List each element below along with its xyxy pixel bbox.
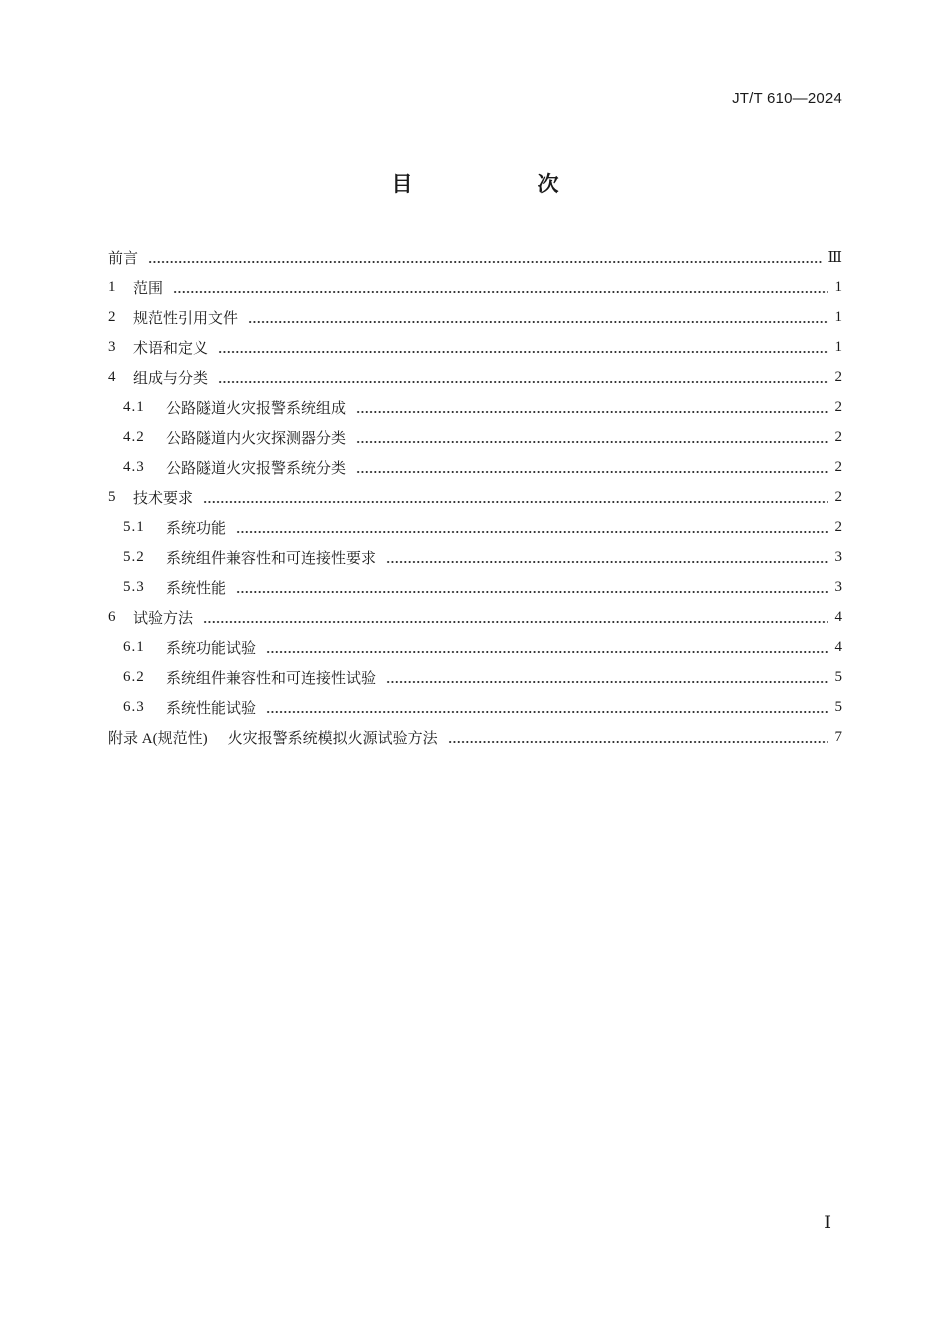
toc-entry-text: 火灾报警系统模拟火源试验方法	[227, 728, 438, 747]
toc-entry-page: 2	[834, 368, 842, 385]
dot-leader	[236, 521, 828, 533]
toc-entry-page: 2	[834, 458, 842, 475]
toc-entry-4[interactable]	[108, 362, 842, 392]
toc-entry-text: 范围	[133, 278, 164, 297]
toc-entry-number: 5	[108, 488, 116, 505]
toc-entry-number: 5.1	[123, 518, 145, 535]
toc-entry-6-3[interactable]	[108, 692, 842, 722]
toc-entry-text: 前言	[108, 248, 139, 267]
toc-entry-number: 4.3	[123, 458, 145, 475]
toc-entry-appendix-a[interactable]	[108, 722, 842, 752]
toc-entry-page: Ⅲ	[827, 249, 842, 266]
toc-entry-text: 规范性引用文件	[133, 308, 239, 327]
toc-entry-number: 6.3	[123, 698, 145, 715]
toc-entry-page: 1	[834, 278, 842, 295]
toc-entry-text: 技术要求	[133, 488, 194, 507]
toc-entry-page: 2	[834, 518, 842, 535]
toc-entry-text: 系统功能	[166, 518, 227, 537]
toc-entry-text: 术语和定义	[133, 338, 209, 357]
toc-entry-4-1[interactable]	[108, 392, 842, 422]
toc-entry-4-2[interactable]	[108, 422, 842, 452]
dot-leader	[218, 371, 828, 383]
dot-leader	[248, 311, 828, 323]
toc-entry-5-3[interactable]	[108, 572, 842, 602]
toc-entry-number: 6.1	[123, 638, 145, 655]
toc-entry-6-1[interactable]	[108, 632, 842, 662]
toc-entry-5-2[interactable]	[108, 542, 842, 572]
toc-entry-text: 组成与分类	[133, 368, 209, 387]
toc-entry-page: 2	[834, 398, 842, 415]
toc-entry-number: 6	[108, 608, 116, 625]
dot-leader	[236, 581, 828, 593]
standard-code: JT/T 610—2024	[732, 90, 842, 107]
toc-entry-text: 系统性能	[166, 578, 227, 597]
toc-entry-page: 2	[834, 488, 842, 505]
dot-leader	[218, 341, 828, 353]
toc-entry-page: 5	[834, 668, 842, 685]
dot-leader	[266, 641, 828, 653]
toc-entry-page: 4	[834, 638, 842, 655]
toc-entry-6[interactable]	[108, 602, 842, 632]
table-of-contents	[108, 242, 842, 752]
toc-entry-3[interactable]	[108, 332, 842, 362]
dot-leader	[356, 431, 828, 443]
dot-leader	[203, 491, 828, 503]
toc-entry-text: 试验方法	[133, 608, 194, 627]
toc-entry-5[interactable]	[108, 482, 842, 512]
page-number: Ⅰ	[824, 1213, 831, 1232]
dot-leader	[148, 251, 822, 263]
toc-entry-text: 公路隧道内火灾探测器分类	[166, 428, 347, 447]
toc-entry-number: 4	[108, 368, 116, 385]
toc-entry-text: 公路隧道火灾报警系统分类	[166, 458, 347, 477]
dot-leader	[266, 701, 828, 713]
toc-entry-foreword[interactable]	[108, 242, 842, 272]
toc-entry-page: 2	[834, 428, 842, 445]
toc-entry-text: 公路隧道火灾报警系统组成	[166, 398, 347, 417]
toc-entry-text: 系统组件兼容性和可连接性试验	[166, 668, 377, 687]
page-title: 目 次	[391, 172, 611, 196]
dot-leader	[173, 281, 828, 293]
toc-entry-number: 附录 A(规范性)	[108, 730, 208, 747]
toc-entry-page: 5	[834, 698, 842, 715]
dot-leader	[386, 551, 828, 563]
toc-entry-page: 7	[834, 728, 842, 745]
toc-entry-number: 5.2	[123, 548, 145, 565]
toc-entry-page: 4	[834, 608, 842, 625]
dot-leader	[203, 611, 828, 623]
toc-entry-5-1[interactable]	[108, 512, 842, 542]
toc-entry-6-2[interactable]	[108, 662, 842, 692]
toc-entry-number: 3	[108, 338, 116, 355]
dot-leader	[356, 401, 828, 413]
dot-leader	[448, 731, 828, 743]
toc-entry-4-3[interactable]	[108, 452, 842, 482]
dot-leader	[356, 461, 828, 473]
toc-entry-text: 系统组件兼容性和可连接性要求	[166, 548, 377, 567]
toc-entry-number: 6.2	[123, 668, 145, 685]
toc-entry-number: 2	[108, 308, 116, 325]
toc-entry-1[interactable]	[108, 272, 842, 302]
toc-entry-page: 1	[834, 308, 842, 325]
toc-entry-number: 1	[108, 278, 116, 295]
toc-entry-page: 3	[834, 548, 842, 565]
toc-entry-text: 系统功能试验	[166, 638, 257, 657]
toc-entry-text: 系统性能试验	[166, 698, 257, 717]
toc-entry-2[interactable]	[108, 302, 842, 332]
toc-entry-number: 5.3	[123, 578, 145, 595]
dot-leader	[386, 671, 828, 683]
toc-entry-number: 4.2	[123, 428, 145, 445]
toc-entry-number: 4.1	[123, 398, 145, 415]
toc-entry-page: 3	[834, 578, 842, 595]
toc-entry-page: 1	[834, 338, 842, 355]
